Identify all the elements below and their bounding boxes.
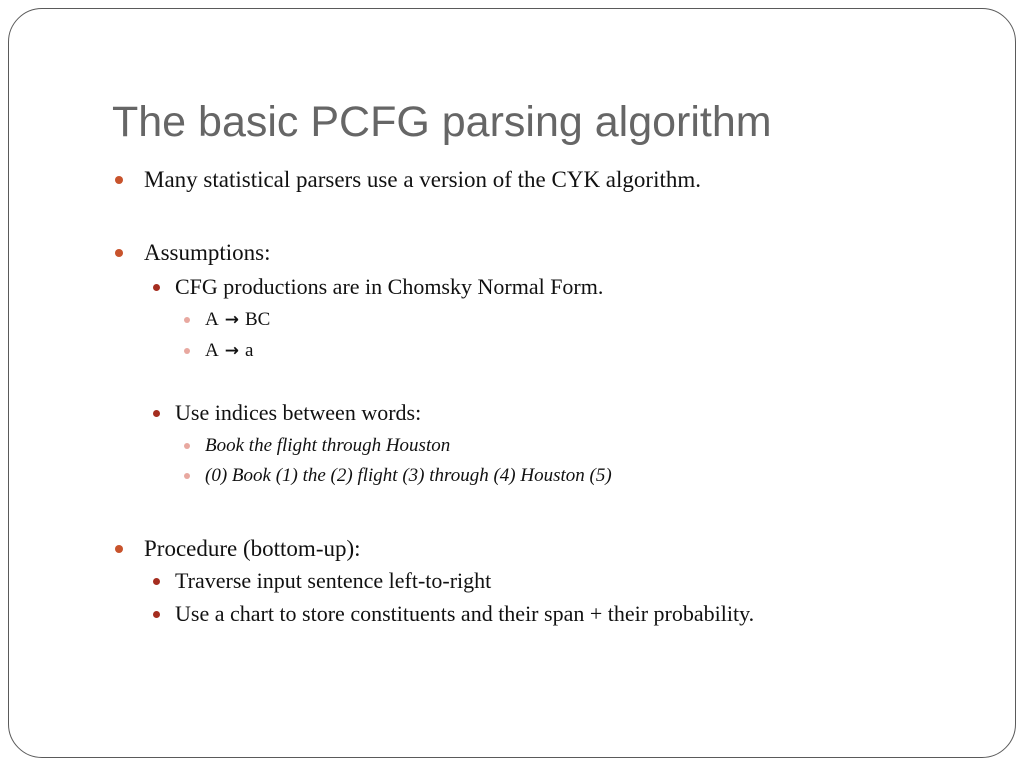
arrow-icon: →: [224, 310, 239, 330]
rule-a-bc: [205, 308, 270, 332]
rule-lhs: A: [205, 309, 219, 330]
bullet-indices: Use indices between words:: [175, 400, 422, 425]
arrow-icon: →: [224, 341, 239, 361]
indexed-sentence: (0) Book (1) the (2) flight (3) through (4) Houston (5): [205, 465, 612, 486]
bullet-cnf: CFG productions are in Chomsky Normal Form.: [175, 274, 604, 299]
bullet-procedure: Procedure (bottom-up):: [144, 536, 361, 561]
bullet-dot: [184, 443, 190, 449]
rule-rhs: a: [244, 340, 254, 361]
bullet-dot: [184, 473, 190, 479]
bullet-dot: [153, 611, 160, 618]
bullet-dot: [153, 284, 160, 291]
bullet-dot: [115, 176, 123, 184]
bullet-dot: [115, 249, 123, 257]
example-sentence: Book the flight through Houston: [205, 435, 451, 456]
bullet-dot: [115, 545, 123, 553]
procedure-step-2: Use a chart to store constituents and their span + their probability.: [175, 601, 755, 626]
slide-title: The basic PCFG parsing algorithm: [112, 98, 772, 146]
rule-rhs: BC: [244, 309, 271, 330]
bullet-dot: [184, 317, 190, 323]
rule-lhs: A: [205, 340, 219, 361]
bullet-assumptions: Assumptions:: [144, 240, 271, 265]
bullet-dot: [153, 578, 160, 585]
bullet-intro: Many statistical parsers use a version of the CYK algorithm.: [144, 167, 701, 192]
procedure-step-1: Traverse input sentence left-to-right: [175, 568, 492, 593]
bullet-dot: [184, 348, 190, 354]
rule-a-a: [205, 339, 253, 363]
bullet-dot: [153, 410, 160, 417]
